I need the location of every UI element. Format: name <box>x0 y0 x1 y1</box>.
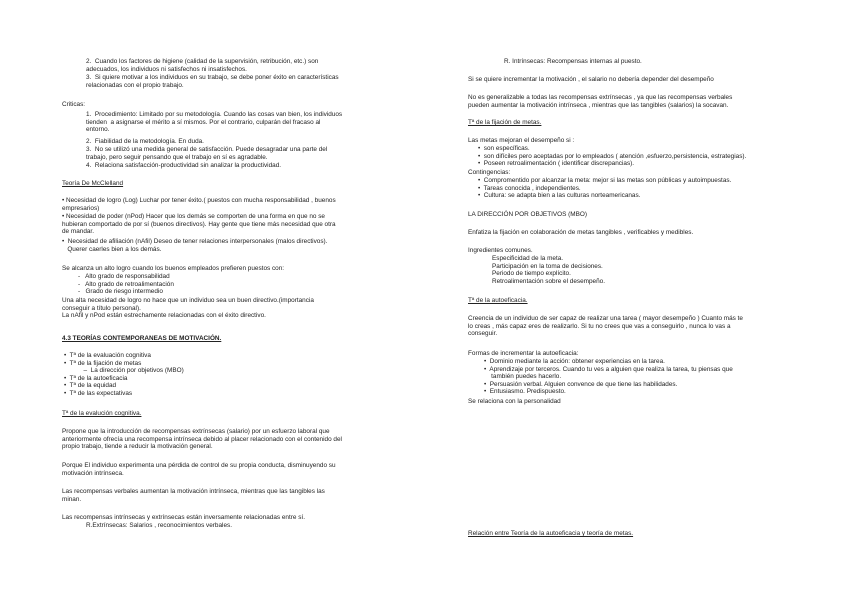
right-paragraph-10: Ingredientes comunes. <box>468 247 533 254</box>
right-paragraph-3: Tª de la fijación de metas. <box>468 119 542 126</box>
right-paragraph-15: • Dominio mediante la acción: obtener experiencias en la tarea. • Aprendizaje por terceros. Cuando tu ves a alguien que realiza la tarea, tu piensas que también puedes hacerlo. • Persuasión verbal. Alguien convence de que tiene las habilidades. • Entusiasmo. Predispuesto. <box>484 358 733 396</box>
left-paragraph-5: 3. No se utilizó una medida general de satisfacción. Puede desagradar una parte del trabajo, pero seguir pensando que el trabajo en sí es agradable. <box>86 146 328 161</box>
left-paragraph-21: R.Extrínsecas: Salarios , reconocimientos verbales. <box>86 522 232 529</box>
left-paragraph-4: 2. Fiabilidad de la metodología. En duda. <box>86 138 204 145</box>
left-paragraph-3: 1. Procedimiento: Limitado por su metodología. Cuando las cosas van bien, los individuos tienden a asignarse el mérito a sí mismos. Por el contrario, culparán del fracaso al entorno. <box>86 111 343 134</box>
left-paragraph-1: 3. Si quiere motivar a los individuos en su trabajo, se debe poner éxito en características relacionadas con el propio trabajo. <box>86 74 339 89</box>
left-paragraph-19: Las recompensas verbales aumentan la motivación intrínseca, mientras que las tangibles las minan. <box>62 488 325 503</box>
left-paragraph-14: 4.3 TEORÍAS CONTEMPORANEAS DE MOTIVACIÓN. <box>62 335 222 342</box>
right-paragraph-4: Las metas mejoran el desempeño si : <box>468 137 575 144</box>
right-paragraph-1: Si se quiere incrementar la motivación , el salario no debería depender del desempeño <box>468 76 714 83</box>
left-paragraph-18: Porque El individuo experimenta una pérdida de control de su propia conducta, disminuyendo su motivación intrínseca. <box>62 462 336 477</box>
left-paragraph-0: 2. Cuando los factores de higiene (calidad de la supervisión, retribución, etc.) son adecuados, los individuos ni satisfechos ni insatisfechos. <box>86 58 319 73</box>
right-paragraph-13: Creencia de un individuo de ser capaz de realizar una tarea ( mayor desempeño ) Cuanto más te lo creas , más capaz eres de realizarlo. Si tu no crees que vas a conseguirlo , nunca lo vas a conseguir. <box>468 315 743 338</box>
right-paragraph-2: No es generalizable a todas las recompensas extrínsecas , ya que las recompensas verbales pueden aumentar la motivación intrínseca , mientras que las tangibles (salarios) la socavan. <box>468 94 733 109</box>
left-paragraph-10: • Necesidad de afiliación (nAfil) Deseo de tener relaciones interpersonales (malos directivos). Querer caerles bien a los demás. <box>62 238 328 253</box>
left-paragraph-6: 4. Relaciona satisfacción-productividad sin analizar la productividad. <box>86 162 282 169</box>
left-paragraph-13: Una alta necesidad de logro no hace que un individuo sea un buen directivo.(importancia conseguir a título personal). La nAfil y nPod están estrechamente relacionadas con el éxito directivo. <box>62 297 314 320</box>
right-paragraph-11: Especificidad de la meta. Participación en la toma de decisiones. Periodo de tiempo explícito. Retroalimentación sobre el desempeño. <box>492 255 605 285</box>
left-paragraph-15: • Tª de la evaluación cognitiva • Tª de la fijación de metas – La dirección por objetivos (MBO) • Tª de la autoeficacia • Tª de la equidad • Tª de las expectativas <box>64 352 184 397</box>
right-paragraph-9: Enfatiza la fijación en colaboración de metas tangibles , verificables y medibles. <box>468 229 694 236</box>
left-paragraph-12: - Alto grado de responsabilidad - Alto grado de retroalimentación - Grado de riesgo intermedio <box>78 273 174 296</box>
right-paragraph-17: Relación entre Teoría de la autoeficacia y teoría de metas. <box>468 530 634 537</box>
left-paragraph-11: Se alcanza un alto logro cuando los buenos empleados prefieren puestos con: <box>62 265 285 272</box>
left-paragraph-8: • Necesidad de logro (Log) Luchar por tener éxito.( puestos con mucha responsabilidad , buenos empresarios) <box>62 197 336 212</box>
right-paragraph-6: Contingencias: <box>468 169 511 176</box>
right-paragraph-16: Se relaciona con la personalidad <box>468 398 561 405</box>
right-paragraph-8: LA DIRECCIÓN POR OBJETIVOS (MBO) <box>468 211 587 218</box>
left-paragraph-9: • Necesidad de poder (nPod) Hacer que los demás se comporten de una forma en que no se hubieran comportado de por sí (buenos directivos). Hay gente que tiene más necesidad que otra de mandar. <box>62 213 336 236</box>
left-paragraph-2: Criticas: <box>62 101 86 108</box>
left-paragraph-7: Teoría De McClelland <box>62 180 124 187</box>
right-paragraph-12: Tª de la autoeficacia. <box>468 297 528 304</box>
right-paragraph-14: Formas de incrementar la autoeficacia: <box>468 350 579 357</box>
left-paragraph-16: Tª de la evalución cognitiva. <box>62 410 142 417</box>
right-paragraph-5: • son específicas. • son difíciles pero aceptadas por lo empleados ( atención ,esfuerzo,persistencia, estrategias). • Poseen retroalimentación ( identificar discrepancias). <box>478 145 747 168</box>
right-paragraph-7: • Compromentido por alcanzar la meta: mejor si las metas son públicas y autoimpuestas. • Tareas conocida , independientes. • Cultura: se adapta bien a las culturas norteamericanas. <box>478 177 732 200</box>
right-paragraph-0: R. Intrínsecas: Recompensas internas al puesto. <box>504 58 642 65</box>
left-paragraph-20: Las recompensas intrínsecas y extrínsecas están inversamente relacionadas entre sí. <box>62 514 305 521</box>
left-paragraph-17: Propone que la introducción de recompensas extrínsecas (salario) por un esfuerzo laboral que anteriormente ofrecía una recompensa intrínseca debido al placer relacionado con el contenido del propio trabajo, tiende a reducir la motivación general. <box>62 428 342 451</box>
